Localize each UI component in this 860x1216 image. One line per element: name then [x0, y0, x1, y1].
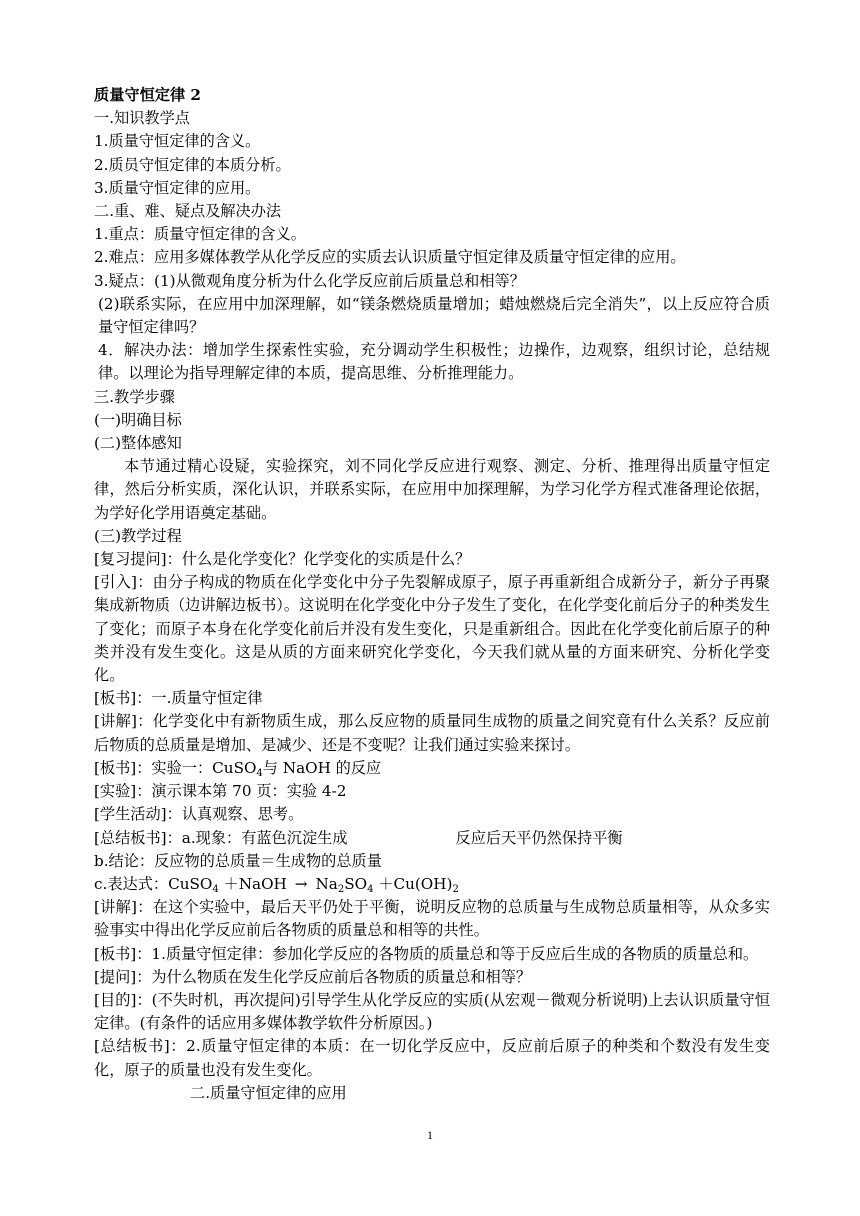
document-body	[94, 84, 770, 1105]
reaction-arrow: →	[294, 874, 308, 893]
list-item: 3.质量守恒定律的应用。	[94, 178, 261, 197]
paragraph: [复习提问]：什么是化学变化？化学变化的实质是什么？	[94, 550, 471, 569]
paragraph: [总结板书]：2.质量守恒定律的本质：在一切化学反应中，反应前后原子的种类和个数没有发生变化，原子的质量也没有发生变化。	[94, 1037, 770, 1079]
paragraph: [学生活动]：认真观察、思考。	[94, 805, 304, 824]
paragraph: 4．解决办法：增加学生探索性实验，充分调动学生积极性；边操作，边观察，组织讨论，总结规律。以理论为指导理解定律的本质，提高思维、分析推理能力。	[98, 341, 770, 383]
list-item: 1.重点：质量守恒定律的含义。	[94, 225, 306, 244]
subsection-heading: (二)整体感知	[94, 434, 182, 453]
paragraph: [提问]：为什么物质在发生化学反应前后各物质的质量总和相等？	[94, 967, 532, 986]
list-item: 1.质量守恒定律的含义。	[94, 132, 261, 151]
paragraph: [目的]：(不失时机，再次提问)引导学生从化学反应的实质(从宏观－微观分析说明)上去认识质量守恒定律。(有条件的话应用多媒体教学软件分析原因。)	[94, 990, 770, 1033]
document-title: 质量守恒定律 2	[94, 86, 201, 104]
subsection-heading: (一)明确目标	[94, 410, 182, 429]
section-heading-3: 三.教学步骤	[94, 387, 175, 406]
paragraph: (2)联系实际，在应用中加深理解，如“镁条燃烧质量增加；蜡烛燃烧后完全消失”，以上反应符合质量守恒定律吗？	[98, 294, 770, 337]
paragraph: [讲解]：在这个实验中，最后天平仍处于平衡，说明反应物的总质量与生成物总质量相等，从众多实验事实中得出化学反应前后各物质的质量总和相等的共性。	[94, 898, 770, 940]
chemical-equation: c.表达式：CuSO$_4$ ＋NaOH → $Na_2SO_4 +Cu(OH)_2$	[94, 874, 459, 895]
section-heading-1: 一.知识教学点	[94, 109, 190, 128]
paragraph: [板书]：1.质量守恒定律：参加化学反应的各物质的质量总和等于反应后生成的各物质的质量总和。	[94, 944, 759, 963]
section-heading-4: 二.质量守恒定律的应用	[190, 1083, 347, 1102]
paragraph: [引入]：由分子构成的物质在化学变化中分子先裂解成原子，原子再重新组合成新分子，新分子再聚集成新物质（边讲解边板书）。这说明在化学变化中分子发生了变化，在化学变化前后分子的种类发生了变化；而原子本身在化学变化前后并没有发生变化，只是重新组合。因此在化学变化前后原子的种类并没有发生变化。这是从质的方面来研究化学变化，今天我们就从量的方面来研究、分析化学变化。	[94, 573, 770, 685]
paragraph: [总结板书]：a.现象：有蓝色沉淀生成 反应后天平仍然保持平衡	[94, 828, 623, 847]
subsection-heading: (三)教学过程	[94, 526, 182, 545]
list-item: 2.难点：应用多媒体教学从化学反应的实质去认识质量守恒定律及质量守恒定律的应用。	[94, 248, 686, 267]
section-heading-2: 二.重、难、疑点及解决办法	[94, 202, 282, 221]
paragraph: [板书]：一.质量守恒定律	[94, 689, 263, 708]
paragraph: [实验]：演示课本第 70 页：实验 4-2	[94, 782, 347, 801]
page-number: 1	[427, 1128, 433, 1142]
paragraph: [讲解]：化学变化中有新物质生成，那么反应物的质量同生成物的质量之间究竟有什么关系？反应前后物质的总质量是增加、是减少、还是不变呢？让我们通过实验来探讨。	[94, 712, 770, 754]
list-item: 2.质员守恒定律的本质分析。	[94, 155, 291, 174]
paragraph: 本节通过精心设疑，实验探究，刘不同化学反应进行观察、测定、分析、推理得出质量守恒定律，然后分析实质，深化认识，并联系实际，在应用中加探理解，为学习化学方程式准备理论依据，为学好化学用语奠定基础。	[94, 457, 770, 522]
paragraph: [板书]：实验一：CuSO$_4$与 NaOH 的反应	[94, 758, 382, 779]
paragraph: b.结论：反应物的总质量＝生成物的总质量	[94, 851, 382, 870]
list-item: 3.疑点：(1)从微观角度分析为什么化学反应前后质量总和相等？	[94, 271, 525, 290]
